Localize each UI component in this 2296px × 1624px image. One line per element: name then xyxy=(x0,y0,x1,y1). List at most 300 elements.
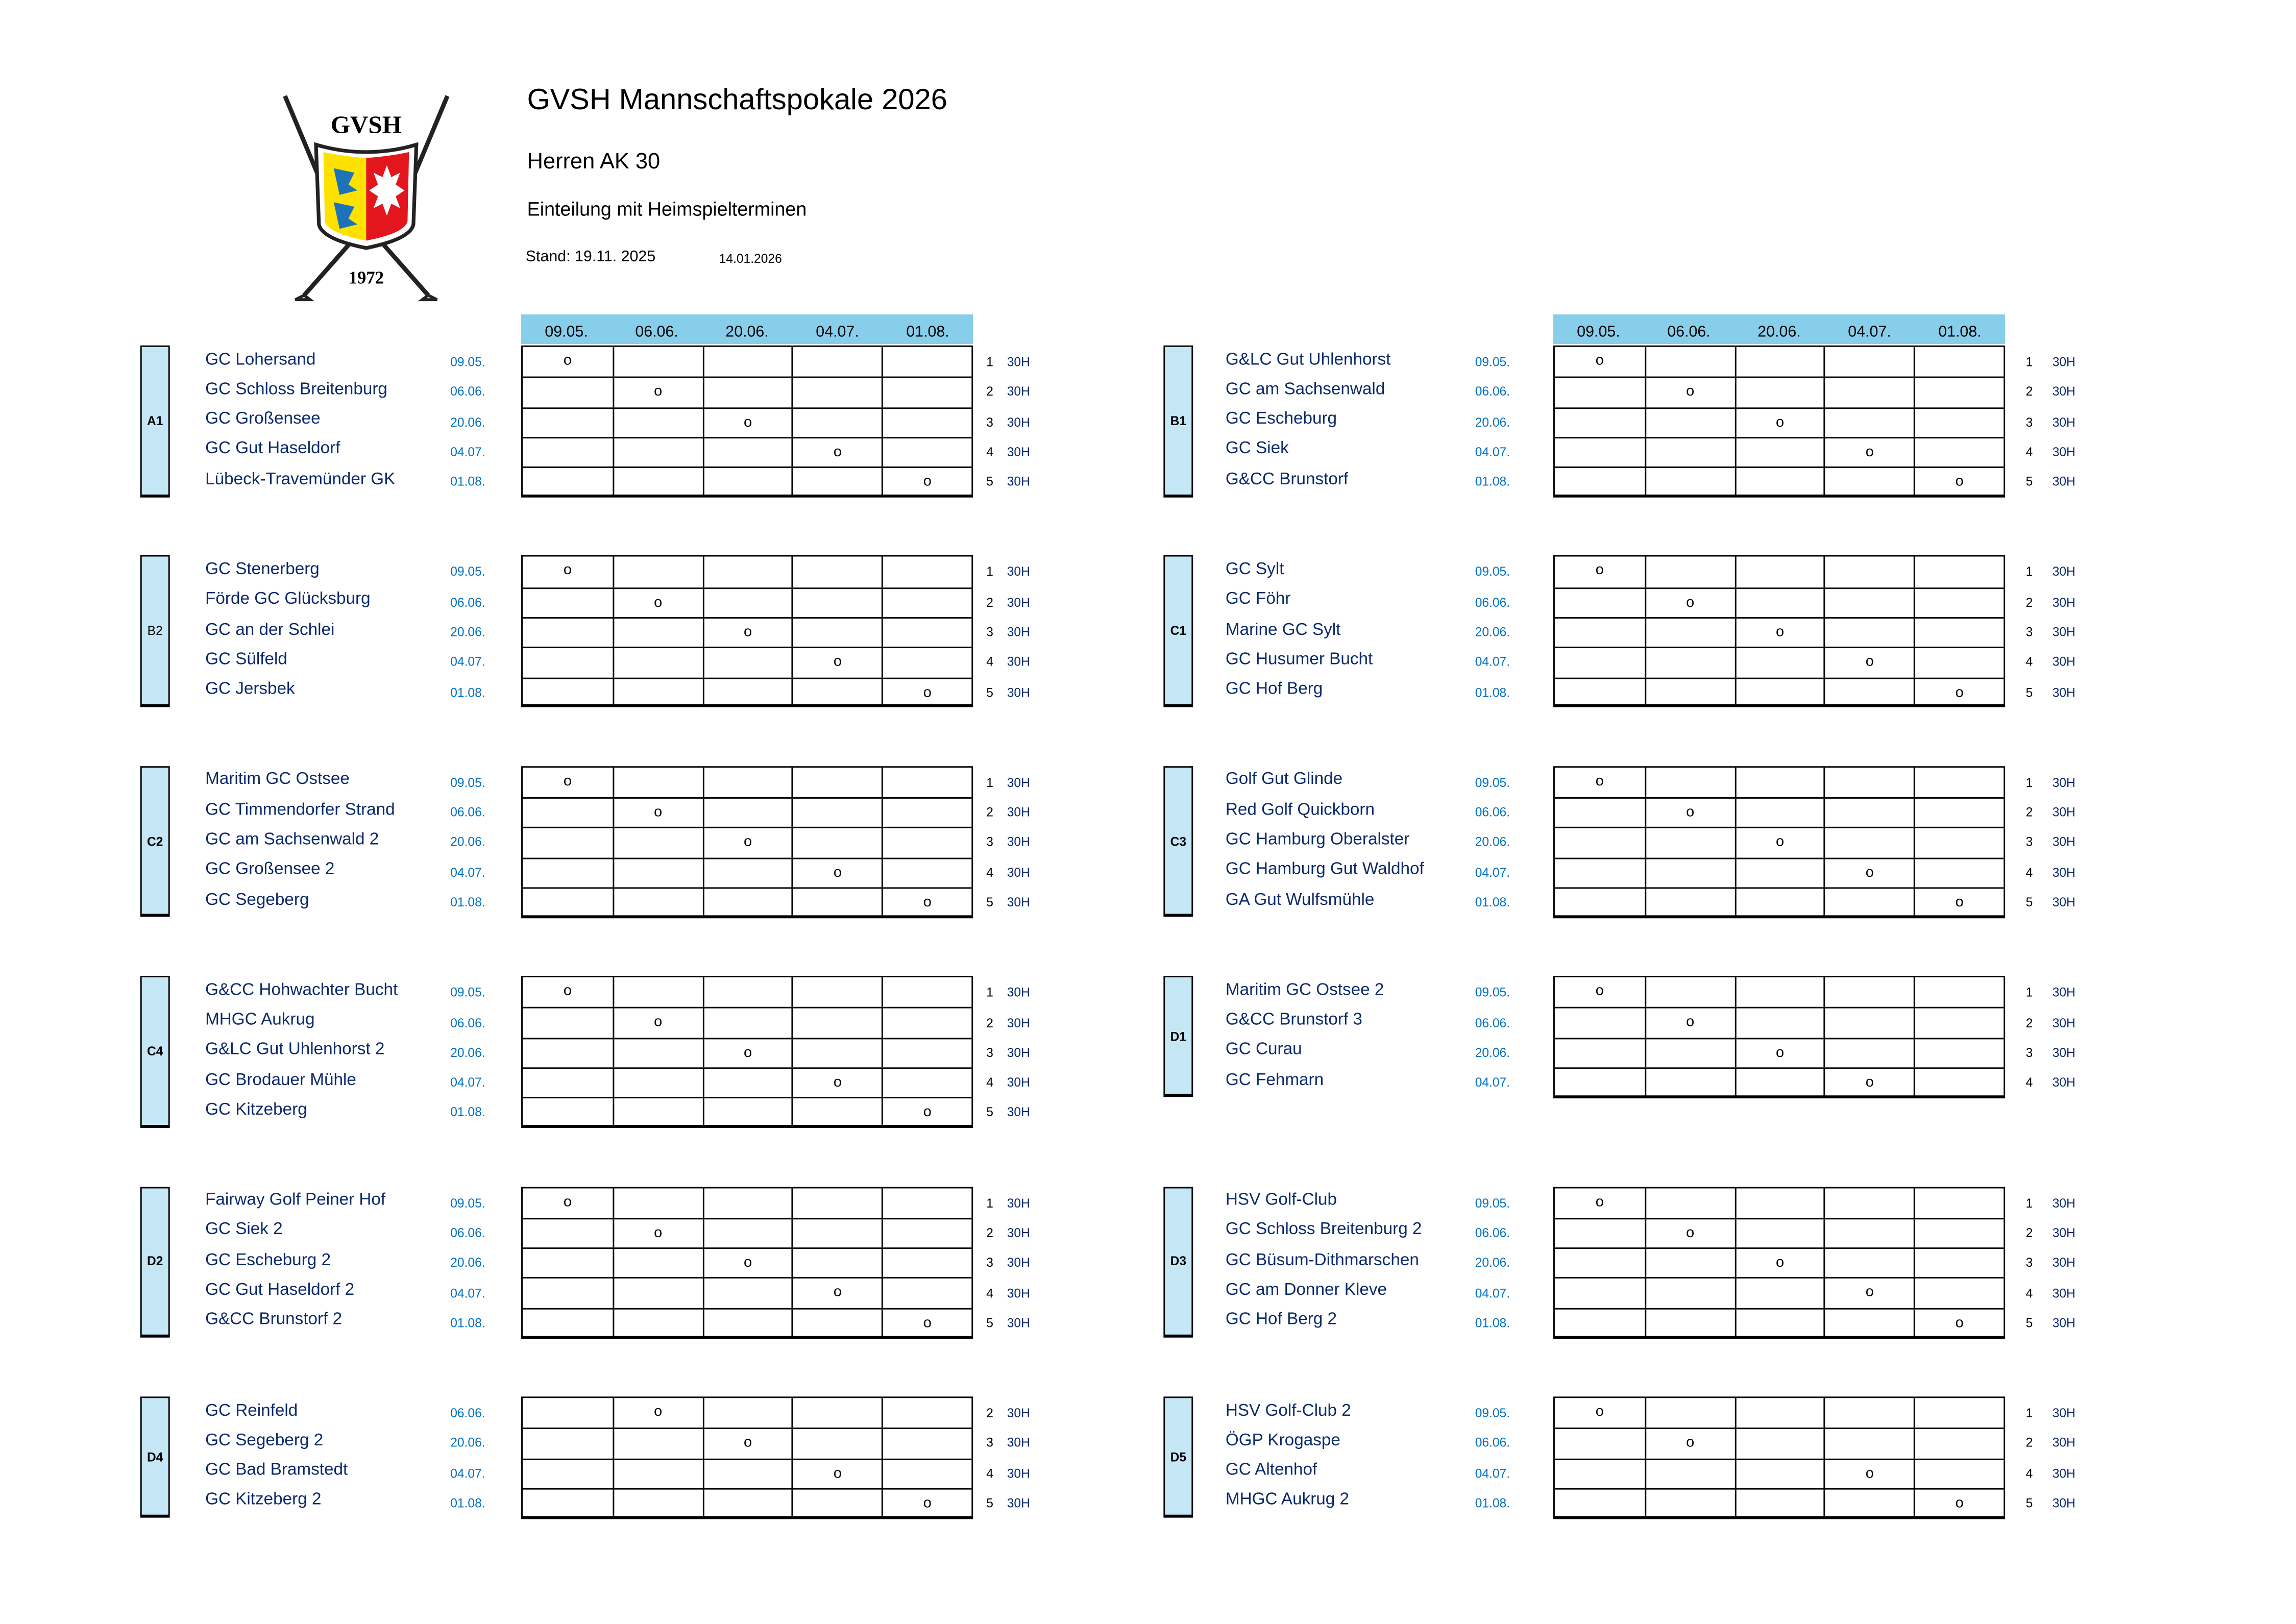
team-name: MHGC Aukrug 2 xyxy=(1225,1491,1350,1510)
schedule-cell xyxy=(792,1009,882,1038)
schedule-cell xyxy=(1914,649,2004,677)
schedule-cell xyxy=(702,799,792,827)
holes-label: 30H xyxy=(1007,775,1030,790)
team-name: GC Altenhof xyxy=(1225,1461,1317,1480)
home-date: 09.05. xyxy=(1475,564,1510,580)
team-number: 1 xyxy=(986,775,993,790)
schedule-cell xyxy=(1735,859,1824,888)
schedule-cell xyxy=(523,1039,613,1068)
schedule-cell xyxy=(1645,1460,1735,1488)
team-name: GC Curau xyxy=(1225,1041,1302,1059)
schedule-cell xyxy=(613,1069,702,1097)
schedule-cell xyxy=(882,438,971,467)
schedule-cell xyxy=(1824,1188,1914,1218)
team-name: GC Jersbek xyxy=(205,680,295,699)
home-date: 09.05. xyxy=(1475,354,1510,370)
schedule-cell: o xyxy=(1824,438,1914,467)
team-number: 3 xyxy=(986,834,993,850)
schedule-cell xyxy=(1824,1219,1914,1248)
schedule-cell xyxy=(702,588,792,617)
holes-label: 30H xyxy=(1007,1075,1030,1090)
holes-label: 30H xyxy=(1007,1045,1030,1060)
holes-label: 30H xyxy=(2052,1315,2075,1330)
home-date: 20.06. xyxy=(1475,414,1510,429)
holes-label: 30H xyxy=(1007,654,1030,670)
holes-label: 30H xyxy=(2052,865,2075,880)
schedule-row xyxy=(1555,467,2004,497)
schedule-cell xyxy=(1735,588,1824,617)
schedule-cell xyxy=(1914,408,2004,437)
date-header-cell: 01.08. xyxy=(1938,323,1982,341)
schedule-cell: o xyxy=(1824,1069,1914,1097)
group-label: C3 xyxy=(1163,766,1193,917)
schedule-cell xyxy=(702,557,792,587)
schedule-cell xyxy=(1645,859,1735,888)
home-date: 06.06. xyxy=(1475,594,1510,609)
home-date: 20.06. xyxy=(450,1255,485,1270)
team-number: 1 xyxy=(2025,1405,2033,1420)
holes-label: 30H xyxy=(2052,684,2075,699)
gvsh-logo xyxy=(278,91,455,305)
holes-label: 30H xyxy=(1007,985,1030,1000)
group-label: C4 xyxy=(140,976,170,1127)
schedule-cell xyxy=(523,408,613,437)
team-name: GC Siek xyxy=(1225,440,1289,458)
home-date: 04.07. xyxy=(1475,1285,1510,1300)
schedule-cell xyxy=(702,1398,792,1428)
schedule-cell xyxy=(523,468,613,497)
home-date: 20.06. xyxy=(1475,1255,1510,1270)
team-name: GC Föhr xyxy=(1225,590,1291,609)
schedule-cell xyxy=(1555,1489,1645,1518)
schedule-cell xyxy=(1914,977,2004,1007)
schedule-cell xyxy=(523,1489,613,1518)
date-header-cell: 04.07. xyxy=(1848,323,1891,341)
schedule-cell xyxy=(1824,1249,1914,1278)
team-number: 4 xyxy=(986,1285,993,1300)
schedule-cell xyxy=(1914,1009,2004,1038)
schedule-cell xyxy=(792,588,882,617)
schedule-cell xyxy=(1555,1219,1645,1248)
schedule-cell xyxy=(1824,468,1914,497)
team-number: 4 xyxy=(2025,444,2033,459)
schedule-cell xyxy=(613,557,702,587)
schedule-cell xyxy=(1645,1398,1735,1428)
schedule-row xyxy=(1555,827,2004,857)
team-number: 1 xyxy=(986,564,993,580)
schedule-cell xyxy=(882,1188,971,1218)
schedule-cell xyxy=(882,768,971,798)
schedule-cell xyxy=(1914,1188,2004,1218)
schedule-row xyxy=(523,1007,971,1038)
holes-label: 30H xyxy=(1007,1465,1030,1481)
schedule-cell: o xyxy=(563,1193,572,1210)
schedule-cell xyxy=(1914,768,2004,798)
schedule-row xyxy=(1555,1007,2004,1038)
date-header-cell: 04.07. xyxy=(816,323,859,341)
schedule-cell xyxy=(1645,1039,1735,1068)
schedule-cell xyxy=(1824,889,1914,917)
team-name: GC an der Schlei xyxy=(205,621,335,639)
team-number: 4 xyxy=(2025,1075,2033,1090)
group-label: D1 xyxy=(1163,976,1193,1098)
schedule-cell: o xyxy=(1735,1039,1824,1068)
schedule-cell xyxy=(702,438,792,467)
schedule-cell xyxy=(882,619,971,647)
schedule-row xyxy=(1555,977,2004,1007)
stand-date: Stand: 19.11. 2025 xyxy=(525,248,656,266)
team-number: 2 xyxy=(986,594,993,609)
schedule-cell xyxy=(882,1039,971,1068)
home-date: 01.08. xyxy=(1475,684,1510,699)
team-name: GC Escheburg xyxy=(1225,410,1337,429)
schedule-cell xyxy=(613,1099,702,1127)
home-date: 20.06. xyxy=(450,1045,485,1060)
schedule-cell xyxy=(1914,619,2004,647)
schedule-row xyxy=(523,557,971,587)
team-name: Förde GC Glücksburg xyxy=(205,590,371,609)
schedule-cell xyxy=(1914,1279,2004,1308)
schedule-cell xyxy=(702,1099,792,1127)
home-date: 20.06. xyxy=(450,834,485,850)
schedule-cell: o xyxy=(702,619,792,647)
logo-text-bottom: 1972 xyxy=(348,267,384,288)
holes-label: 30H xyxy=(2052,1435,2075,1450)
schedule-cell xyxy=(882,1069,971,1097)
schedule-row xyxy=(523,1218,971,1248)
home-date: 01.08. xyxy=(450,1104,485,1120)
holes-label: 30H xyxy=(1007,414,1030,429)
schedule-cell xyxy=(792,1219,882,1248)
schedule-row xyxy=(1555,887,2004,917)
schedule-cell xyxy=(792,1099,882,1127)
team-number: 4 xyxy=(2025,654,2033,670)
schedule-cell: o xyxy=(792,438,882,467)
team-number: 5 xyxy=(986,1104,993,1120)
schedule-cell xyxy=(1645,889,1735,917)
schedule-cell xyxy=(792,678,882,707)
schedule-row xyxy=(523,1278,971,1308)
schedule-cell xyxy=(613,1039,702,1068)
schedule-cell xyxy=(702,1009,792,1038)
schedule-cell xyxy=(613,1279,702,1308)
schedule-cell: o xyxy=(613,1219,702,1248)
holes-label: 30H xyxy=(1007,1405,1030,1420)
team-number: 3 xyxy=(986,624,993,639)
schedule-cell xyxy=(1555,829,1645,857)
schedule-cell xyxy=(702,1460,792,1488)
home-date: 04.07. xyxy=(1475,444,1510,459)
home-date: 06.06. xyxy=(1475,1435,1510,1450)
schedule-row xyxy=(1555,377,2004,407)
home-date: 09.05. xyxy=(1475,1195,1510,1210)
schedule-cell xyxy=(613,619,702,647)
schedule-cell xyxy=(1555,619,1645,647)
schedule-cell xyxy=(1645,649,1735,677)
schedule-row xyxy=(1555,1308,2004,1338)
schedule-cell xyxy=(792,799,882,827)
schedule-cell xyxy=(1824,678,1914,707)
schedule-cell xyxy=(792,557,882,587)
schedule-cell xyxy=(1735,378,1824,407)
team-name: GC Husumer Bucht xyxy=(1225,651,1373,669)
team-number: 3 xyxy=(986,414,993,429)
schedule-cell xyxy=(882,977,971,1007)
schedule-cell xyxy=(1914,1430,2004,1458)
schedule-cell xyxy=(882,1279,971,1308)
schedule-row xyxy=(523,407,971,437)
schedule-cell xyxy=(1735,1069,1824,1097)
team-name: GC Hamburg Oberalster xyxy=(1225,831,1410,849)
group-label: C1 xyxy=(1163,556,1193,707)
schedule-cell xyxy=(1645,468,1735,497)
schedule-cell xyxy=(702,1188,792,1218)
schedule-cell: o xyxy=(702,1039,792,1068)
team-name: GC Lohersand xyxy=(205,350,316,368)
team-number: 5 xyxy=(2025,684,2033,699)
holes-label: 30H xyxy=(2052,1285,2075,1300)
schedule-cell xyxy=(1645,1069,1735,1097)
schedule-cell xyxy=(523,1249,613,1278)
home-date: 09.05. xyxy=(450,1195,485,1210)
schedule-cell xyxy=(702,649,792,677)
team-number: 3 xyxy=(986,1255,993,1270)
schedule-cell xyxy=(1824,829,1914,857)
schedule-row xyxy=(523,1038,971,1068)
schedule-row xyxy=(1555,1398,2004,1428)
schedule-cell xyxy=(702,347,792,377)
holes-label: 30H xyxy=(2052,1405,2075,1420)
team-name: GC Kitzeberg xyxy=(205,1101,307,1119)
team-number: 4 xyxy=(2025,1465,2033,1481)
home-date: 20.06. xyxy=(1475,624,1510,639)
schedule-cell xyxy=(523,859,613,888)
schedule-cell xyxy=(792,889,882,917)
schedule-cell: o xyxy=(1595,353,1604,370)
schedule-cell xyxy=(1645,977,1735,1007)
date-header-cell: 09.05. xyxy=(545,323,588,341)
home-date: 09.05. xyxy=(1475,1405,1510,1420)
date-header-cell: 20.06. xyxy=(1757,323,1801,341)
team-name: GC Hof Berg xyxy=(1225,680,1323,699)
schedule-cell: o xyxy=(1735,829,1824,857)
schedule-cell xyxy=(882,649,971,677)
schedule-row xyxy=(523,887,971,917)
schedule-cell xyxy=(613,859,702,888)
schedule-cell: o xyxy=(1645,378,1735,407)
schedule-cell: o xyxy=(792,1460,882,1488)
team-name: Golf Gut Glinde xyxy=(1225,771,1343,789)
schedule-cell xyxy=(1735,649,1824,677)
team-number: 1 xyxy=(986,354,993,370)
schedule-cell: o xyxy=(1595,563,1604,580)
schedule-row xyxy=(523,768,971,798)
holes-label: 30H xyxy=(2052,624,2075,639)
schedule-cell xyxy=(1735,1009,1824,1038)
schedule-cell xyxy=(882,557,971,587)
schedule-cell xyxy=(1824,619,1914,647)
schedule-row xyxy=(523,377,971,407)
schedule-grid xyxy=(521,1396,973,1518)
schedule-row xyxy=(1555,407,2004,437)
schedule-cell xyxy=(1555,408,1645,437)
schedule-grid xyxy=(1553,1186,2005,1338)
schedule-cell: o xyxy=(1824,859,1914,888)
schedule-cell xyxy=(1914,347,2004,377)
team-name: GC Escheburg 2 xyxy=(205,1251,331,1269)
team-number: 5 xyxy=(986,684,993,699)
team-number: 4 xyxy=(2025,865,2033,880)
home-date: 04.07. xyxy=(450,1465,485,1481)
team-number: 4 xyxy=(986,654,993,670)
team-number: 3 xyxy=(986,1435,993,1450)
schedule-cell xyxy=(792,1398,882,1428)
date-header-cell: 01.08. xyxy=(906,323,949,341)
schedule-cell xyxy=(1555,1249,1645,1278)
schedule-cell xyxy=(523,619,613,647)
schedule-grid xyxy=(1553,346,2005,498)
schedule-cell xyxy=(1645,1279,1735,1308)
schedule-cell xyxy=(1824,977,1914,1007)
team-number: 4 xyxy=(986,1465,993,1481)
schedule-grid xyxy=(521,976,973,1128)
holes-label: 30H xyxy=(1007,564,1030,580)
schedule-cell xyxy=(523,889,613,917)
schedule-row xyxy=(523,587,971,617)
home-date: 01.08. xyxy=(1475,474,1510,489)
schedule-cell: o xyxy=(1914,468,2004,497)
schedule-row xyxy=(1555,437,2004,467)
schedule-cell xyxy=(1645,347,1735,377)
holes-label: 30H xyxy=(2052,414,2075,429)
schedule-cell xyxy=(1824,1309,1914,1338)
schedule-cell xyxy=(1914,799,2004,827)
schedule-cell xyxy=(1645,1188,1735,1218)
schedule-grid xyxy=(1553,1396,2005,1518)
schedule-row xyxy=(1555,1248,2004,1278)
holes-label: 30H xyxy=(2052,804,2075,820)
home-date: 04.07. xyxy=(450,654,485,670)
schedule-cell xyxy=(613,768,702,798)
schedule-cell xyxy=(1735,1279,1824,1308)
holes-label: 30H xyxy=(1007,594,1030,609)
schedule-cell xyxy=(523,1460,613,1488)
schedule-cell xyxy=(792,977,882,1007)
schedule-cell: o xyxy=(1735,1249,1824,1278)
schedule-cell xyxy=(1735,468,1824,497)
schedule-cell xyxy=(882,378,971,407)
schedule-cell: o xyxy=(1645,1219,1735,1248)
team-number: 1 xyxy=(2025,564,2033,580)
home-date: 09.05. xyxy=(450,564,485,580)
holes-label: 30H xyxy=(1007,474,1030,489)
schedule-cell xyxy=(1645,557,1735,587)
team-number: 3 xyxy=(2025,414,2033,429)
holes-label: 30H xyxy=(1007,1285,1030,1300)
holes-label: 30H xyxy=(1007,894,1030,909)
schedule-cell xyxy=(523,1099,613,1127)
schedule-cell xyxy=(792,1188,882,1218)
schedule-cell xyxy=(1914,829,2004,857)
home-date: 04.07. xyxy=(450,444,485,459)
schedule-cell xyxy=(1914,378,2004,407)
schedule-row xyxy=(523,677,971,707)
holes-label: 30H xyxy=(2052,985,2075,1000)
team-number: 1 xyxy=(2025,1195,2033,1210)
schedule-cell xyxy=(523,649,613,677)
holes-label: 30H xyxy=(1007,624,1030,639)
schedule-cell: o xyxy=(563,353,572,370)
schedule-cell xyxy=(1735,1489,1824,1518)
team-name: GC Gut Haseldorf 2 xyxy=(205,1281,355,1299)
schedule-cell xyxy=(792,347,882,377)
team-name: GC Sylt xyxy=(1225,560,1284,579)
logo-text-top: GVSH xyxy=(330,110,402,139)
home-date: 20.06. xyxy=(450,624,485,639)
team-name: GC am Donner Kleve xyxy=(1225,1281,1387,1299)
schedule-row xyxy=(523,467,971,497)
schedule-cell xyxy=(1645,1309,1735,1338)
team-name: GC Reinfeld xyxy=(205,1401,298,1420)
group-label: D3 xyxy=(1163,1186,1193,1337)
team-name: GC Kitzeberg 2 xyxy=(205,1491,322,1510)
schedule-cell xyxy=(523,378,613,407)
schedule-cell xyxy=(792,378,882,407)
team-number: 2 xyxy=(2025,384,2033,399)
schedule-cell: o xyxy=(1914,1309,2004,1338)
schedule-cell: o xyxy=(792,859,882,888)
home-date: 09.05. xyxy=(450,354,485,370)
holes-label: 30H xyxy=(1007,1435,1030,1450)
schedule-cell xyxy=(1914,1398,2004,1428)
home-date: 09.05. xyxy=(450,775,485,790)
page-subtitle: Herren AK 30 xyxy=(527,149,661,175)
schedule-cell xyxy=(702,1279,792,1308)
schedule-cell xyxy=(792,1489,882,1518)
schedule-row xyxy=(1555,1428,2004,1458)
team-number: 2 xyxy=(986,1225,993,1240)
schedule-row xyxy=(1555,797,2004,827)
schedule-grid xyxy=(1553,766,2005,918)
team-name: GC am Sachsenwald 2 xyxy=(205,831,379,849)
team-name: G&LC Gut Uhlenhorst xyxy=(1225,350,1391,368)
schedule-cell xyxy=(792,1430,882,1458)
team-name: MHGC Aukrug xyxy=(205,1011,315,1029)
schedule-cell: o xyxy=(1645,588,1735,617)
home-date: 04.07. xyxy=(1475,654,1510,670)
schedule-cell: o xyxy=(702,408,792,437)
schedule-cell xyxy=(1555,1279,1645,1308)
schedule-cell xyxy=(1824,557,1914,587)
holes-label: 30H xyxy=(1007,684,1030,699)
schedule-cell xyxy=(1735,1460,1824,1488)
schedule-cell xyxy=(702,678,792,707)
home-date: 01.08. xyxy=(450,1315,485,1330)
home-date: 06.06. xyxy=(450,594,485,609)
team-name: Lübeck-Travemünder GK xyxy=(205,470,396,488)
schedule-cell xyxy=(1824,408,1914,437)
holes-label: 30H xyxy=(2052,1255,2075,1270)
schedule-cell: o xyxy=(792,1279,882,1308)
home-date: 01.08. xyxy=(450,474,485,489)
schedule-grid xyxy=(521,1186,973,1338)
home-date: 04.07. xyxy=(450,865,485,880)
schedule-cell xyxy=(882,408,971,437)
home-date: 04.07. xyxy=(450,1075,485,1090)
team-name: GC Hof Berg 2 xyxy=(1225,1311,1337,1330)
team-name: G&CC Brunstorf 2 xyxy=(205,1311,343,1330)
team-name: GC Großensee 2 xyxy=(205,860,335,879)
